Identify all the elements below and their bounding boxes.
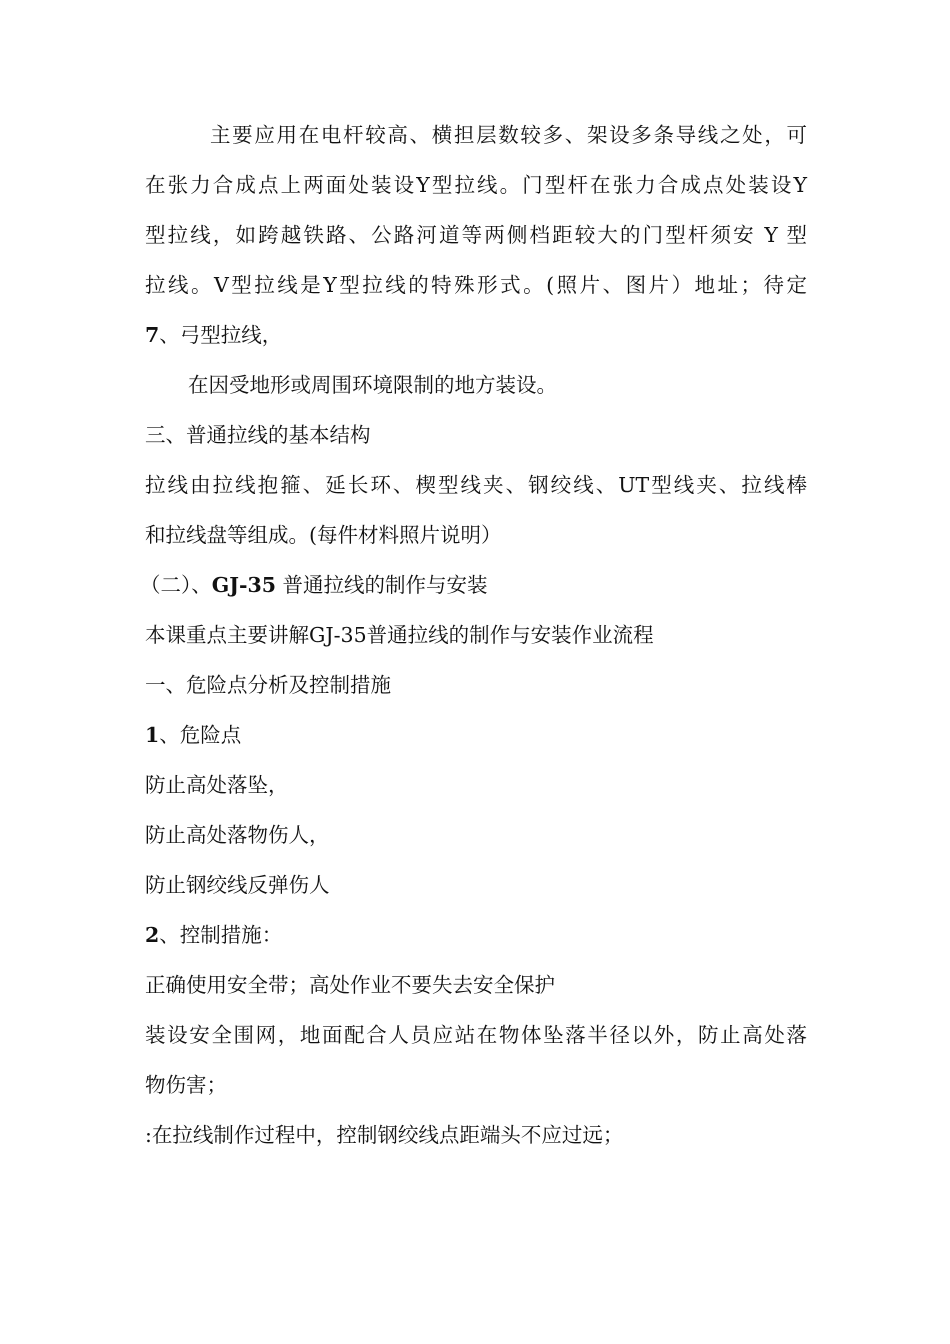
measure-strand-control: :在拉线制作过程中，控制钢绞线点距端头不应过远； bbox=[145, 1123, 624, 1147]
heading-prefix: （二）、 bbox=[140, 573, 212, 597]
measure-safety-belt: 正确使用安全带；高处作业不要失去安全保护 bbox=[145, 973, 555, 997]
subheading-hazard-points bbox=[145, 719, 807, 751]
paragraph-lesson-focus: 本课重点主要讲解GJ-35普通拉线的制作与安装作业流程 bbox=[145, 623, 654, 647]
measure-safety-net-line-1: 装设安全围网，地面配合人员应站在物体坠落半径以外，防止高处落 bbox=[145, 1023, 807, 1047]
subheading-number: 2 bbox=[145, 923, 160, 947]
subheading-control-measures bbox=[145, 919, 807, 951]
section-heading-gj35 bbox=[140, 569, 807, 601]
paragraph-structure-line-2: 和拉线盘等组成。(每件材料照片说明） bbox=[145, 523, 502, 547]
subheading-text: 、控制措施： bbox=[159, 923, 283, 947]
paragraph-terrain: 在因受地形或周围环境限制的地方装设。 bbox=[188, 373, 557, 397]
section-heading-hazards: 一、危险点分析及控制措施 bbox=[145, 673, 391, 697]
heading-text: 、弓型拉线， bbox=[159, 323, 283, 347]
paragraph-structure-line-1: 拉线由拉线抱箍、延长环、楔型线夹、钢绞线、UT型线夹、拉线棒 bbox=[145, 473, 807, 497]
subheading-text: 、危险点 bbox=[159, 723, 242, 747]
hazard-item-falling-object: 防止高处落物伤人， bbox=[145, 823, 330, 847]
paragraph-line-2: 在张力合成点上两面处装设Y型拉线。门型杆在张力合成点处装设Y bbox=[145, 173, 807, 197]
paragraph-line-1: 主要应用在电杆较高、横担层数较多、架设多条导线之处，可 bbox=[210, 123, 807, 147]
hazard-item-rebound: 防止钢绞线反弹伤人 bbox=[145, 873, 330, 897]
heading-text: 普通拉线的制作与安装 bbox=[276, 573, 488, 597]
heading-number: 7 bbox=[145, 323, 160, 347]
paragraph-line-3: 型拉线，如跨越铁路、公路河道等两侧档距较大的门型杆须安 Y 型 bbox=[145, 223, 807, 247]
hazard-item-fall: 防止高处落坠， bbox=[145, 773, 289, 797]
measure-safety-net-line-2: 物伤害； bbox=[145, 1073, 227, 1097]
subheading-number: 1 bbox=[145, 723, 160, 747]
paragraph-line-4: 拉线。V型拉线是Y型拉线的特殊形式。(照片、图片）地址；待定 bbox=[145, 273, 807, 297]
heading-7-arc-guy bbox=[145, 319, 807, 351]
heading-gj35: GJ-35 bbox=[211, 573, 276, 597]
section-heading-structure: 三、普通拉线的基本结构 bbox=[145, 423, 371, 447]
